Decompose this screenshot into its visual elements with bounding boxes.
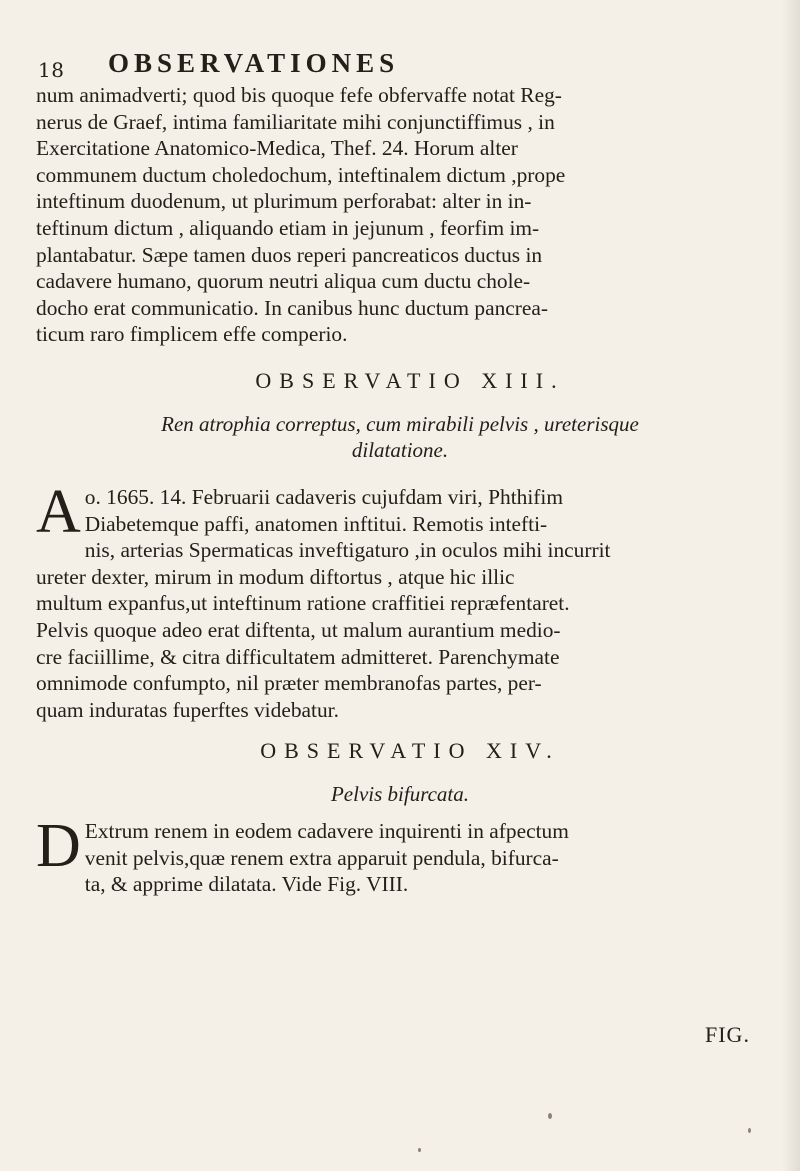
text-line: inteftinum duodenum, ut plurimum perforabat: alter in in-: [36, 189, 532, 214]
text-line: cre faciillime, & citra difficultatem admitteret. Parenchymate: [36, 644, 560, 669]
subtitle-line: dilatatione.: [351, 438, 449, 462]
text-line: Extrum renem in eodem cadavere inquirenti in afpectum: [84, 819, 569, 843]
text-line: quam induratas fuperftes videbatur.: [36, 697, 339, 722]
observation-13-subtitle: [0, 411, 800, 463]
print-speck: [418, 1148, 421, 1152]
text-line: communem ductum choledochum, inteftinalem dictum ,prope: [36, 162, 566, 187]
text-line: cadavere humano, quorum neutri aliqua cum ductu chole-: [36, 269, 531, 294]
print-speck: [748, 1128, 751, 1133]
text-line: docho erat communicatio. In canibus hunc ductum pancrea-: [36, 295, 548, 320]
observation-14-heading: OBSERVATIO XIV.: [260, 738, 560, 763]
text-line: o. 1665. 14. Februarii cadaveris cujufdam viri, Phthifim: [84, 485, 563, 509]
text-line: nerus de Graef, intima familiaritate mihi conjunctiffimus , in: [36, 109, 555, 134]
observation-14-body: [36, 812, 748, 898]
text-line: ticum raro fimplicem effe comperio.: [36, 322, 348, 347]
text-line: nis, arterias Spermaticas inveftigaturo ,in oculos mihi incurrit: [84, 538, 611, 563]
observation-13-body: [36, 478, 748, 723]
page-edge-shadow: [782, 0, 800, 1171]
text-line: Exercitatione Anatomico-Medica, Thef. 24. Horum alter: [36, 136, 518, 161]
observation-14-subtitle: Pelvis bifurcata.: [330, 782, 470, 806]
drop-cap: A: [36, 478, 81, 546]
continuation-paragraph: [36, 82, 748, 348]
running-title: OBSERVATIONES: [108, 48, 400, 78]
observation-13-heading: OBSERVATIO XIII.: [255, 368, 565, 393]
text-line: teftinum dictum , aliquando etiam in jejunum , feorfim im-: [36, 215, 540, 240]
text-line: num animadverti; quod bis quoque fefe obfervaffe notat Reg-: [36, 83, 562, 107]
catchword: FIG.: [705, 1022, 750, 1047]
text-line: plantabatur. Sæpe tamen duos reperi pancreaticos ductus in: [36, 242, 543, 267]
page-header: [38, 48, 738, 82]
text-line: Diabetemque paffi, anatomen inftitui. Remotis intefti-: [84, 511, 548, 536]
subtitle-line: Ren atrophia correptus, cum mirabili pelvis , ureterisque: [161, 412, 639, 436]
text-line: omnimode confumpto, nil præter membranofas partes, per-: [36, 671, 542, 696]
text-line: Pelvis quoque adeo erat diftenta, ut malum aurantium medio-: [36, 617, 561, 642]
text-line: multum expanfus,ut inteftinum ratione craffitiei repræfentaret.: [36, 591, 570, 616]
text-line: venit pelvis,quæ renem extra apparuit pendula, bifurca-: [84, 845, 559, 870]
page-number: 18: [38, 58, 65, 82]
text-line: ureter dexter, mirum in modum diftortus , atque hic illic: [36, 564, 515, 589]
text-line: ta, & apprime dilatata. Vide Fig. VIII.: [84, 872, 409, 897]
drop-cap: D: [36, 812, 81, 880]
print-speck: [548, 1113, 552, 1119]
